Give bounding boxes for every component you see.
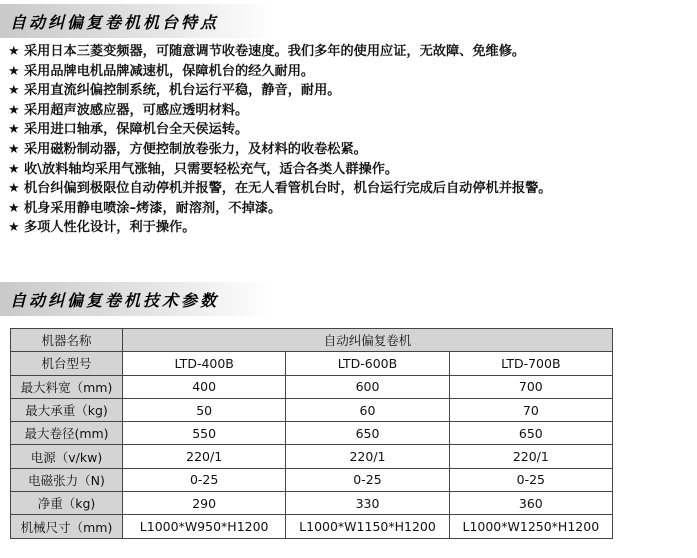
row-value: 400 (123, 375, 286, 398)
feature-text: 采用日本三菱变频器，可随意调节收卷速度。我们多年的使用应证，无故障、免维修。 (24, 44, 526, 59)
row-value: 220/1 (286, 445, 449, 468)
star-icon: ★ (8, 141, 20, 157)
star-icon: ★ (8, 122, 20, 138)
table-header-row (11, 329, 613, 352)
star-icon: ★ (8, 220, 20, 236)
row-value: LTD-700B (449, 352, 612, 375)
row-value: 0-25 (449, 468, 612, 491)
feature-item (8, 199, 552, 219)
feature-text: 采用超声波感应器，可感应透明材料。 (24, 102, 249, 118)
star-icon: ★ (8, 63, 20, 79)
row-value: 550 (123, 422, 286, 445)
features-title: 自动纠偏复卷机机台特点 (10, 12, 220, 32)
features-list (8, 42, 552, 238)
feature-item (8, 160, 552, 180)
row-value: LTD-600B (286, 352, 449, 375)
feature-item (8, 62, 552, 82)
table-row (11, 515, 613, 538)
row-value: 650 (449, 422, 612, 445)
spec-table (10, 328, 613, 539)
row-value: 600 (286, 375, 449, 398)
row-value: L1000*W1150*H1200 (286, 515, 449, 538)
row-value: 220/1 (449, 445, 612, 468)
feature-text: 机台纠偏到极限位自动停机并报警，在无人看管机台时，机台运行完成后自动停机并报警。 (24, 181, 552, 197)
row-value: 60 (286, 398, 449, 421)
table-row (11, 445, 613, 468)
row-value: 650 (286, 422, 449, 445)
table-row (11, 422, 613, 445)
row-value: 330 (286, 492, 449, 515)
star-icon: ★ (8, 102, 20, 118)
feature-item (8, 218, 552, 238)
star-icon: ★ (8, 200, 20, 216)
feature-text: 采用进口轴承，保障机台全天侯运转。 (24, 122, 249, 138)
feature-item (8, 42, 552, 62)
row-value: LTD-400B (123, 352, 286, 375)
specs-title: 自动纠偏复卷机技术参数 (10, 290, 220, 310)
feature-text: 采用磁粉制动器，方便控制放卷张力，及材料的收卷松紧。 (24, 141, 367, 157)
row-label: 电源（v/kw) (11, 445, 123, 468)
feature-item (8, 179, 552, 199)
row-value: 70 (449, 398, 612, 421)
star-icon: ★ (8, 83, 20, 99)
feature-text: 多项人性化设计，利于操作。 (24, 220, 196, 236)
table-row (11, 492, 613, 515)
specs-section-header (0, 282, 272, 316)
feature-text: 采用品牌电机品牌减速机，保障机台的经久耐用。 (24, 63, 315, 79)
row-label: 电磁张力（N) (11, 468, 123, 491)
row-label: 机械尺寸（mm) (11, 515, 123, 538)
feature-item (8, 140, 552, 160)
row-value: 0-25 (123, 468, 286, 491)
row-value: 290 (123, 492, 286, 515)
header-value-cell: 自动纠偏复卷机 (123, 329, 613, 352)
row-label: 机台型号 (11, 352, 123, 375)
features-section-header (0, 4, 275, 38)
row-label: 最大承重（kg) (11, 398, 123, 421)
feature-text: 收\放料轴均采用气涨轴，只需要轻松充气，适合各类人群操作。 (24, 161, 399, 177)
feature-text: 机身采用静电喷涂–烤漆，耐溶剂，不掉漆。 (24, 200, 282, 216)
header-label-cell: 机器名称 (11, 329, 123, 352)
row-label: 最大料宽（mm) (11, 375, 123, 398)
table-row (11, 375, 613, 398)
row-label: 最大卷径(mm) (11, 422, 123, 445)
row-value: L1000*W1250*H1200 (449, 515, 612, 538)
row-label: 净重（kg) (11, 492, 123, 515)
row-value: L1000*W950*H1200 (123, 515, 286, 538)
feature-text: 采用直流纠偏控制系统，机台运行平稳，静音，耐用。 (24, 83, 341, 99)
star-icon: ★ (8, 181, 20, 197)
star-icon: ★ (8, 44, 20, 59)
table-row (11, 352, 613, 375)
star-icon: ★ (8, 161, 20, 177)
feature-item (8, 81, 552, 101)
feature-item (8, 120, 552, 140)
row-value: 700 (449, 375, 612, 398)
row-value: 220/1 (123, 445, 286, 468)
feature-item (8, 101, 552, 121)
row-value: 0-25 (286, 468, 449, 491)
row-value: 50 (123, 398, 286, 421)
table-row (11, 468, 613, 491)
table-row (11, 398, 613, 421)
row-value: 360 (449, 492, 612, 515)
